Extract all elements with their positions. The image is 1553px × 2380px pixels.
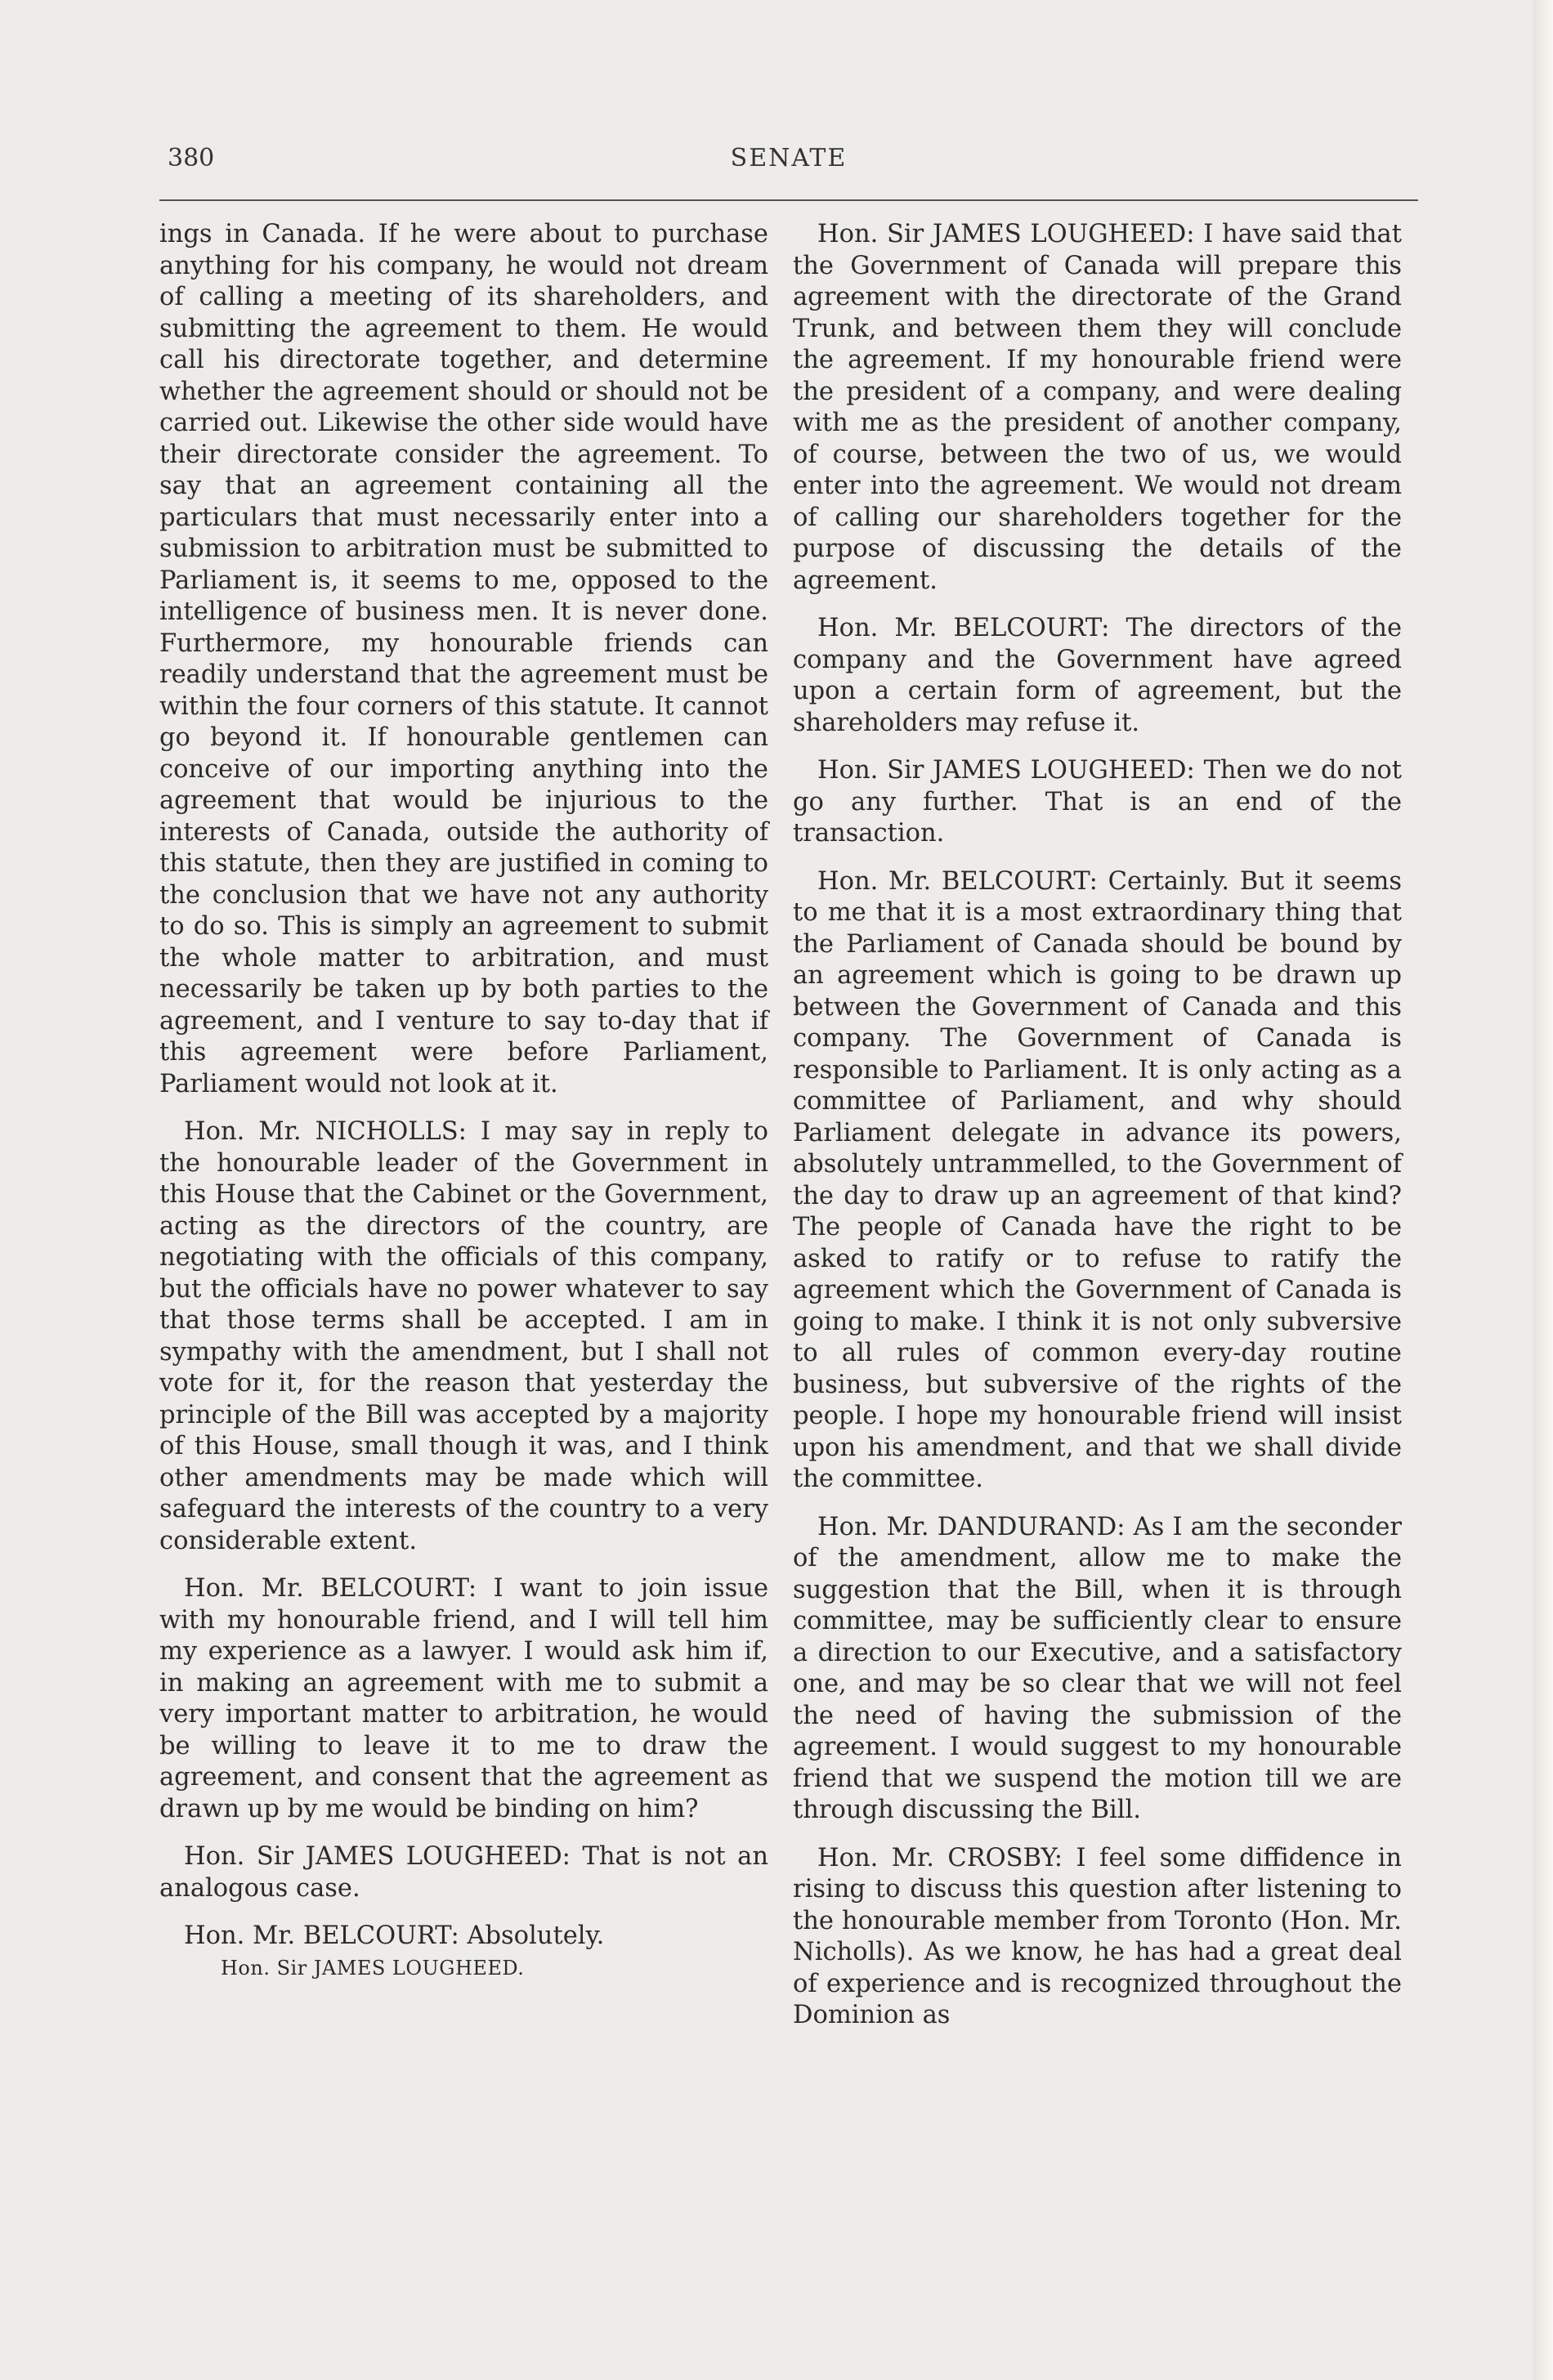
paragraph: Hon. Sir JAMES LOUGHEED: I have said that the Government of Canada will prepare this agreement with the directorate of the Grand Trunk, and between them they will conclude the agreement. If my honourable friend were the president of a company, and were dealing with me as the president of another company, of course, between the two of us, we would enter into the agreement. We would not dream of calling our shareholders together for the purpose of discussing the details of the agreement. [793,220,1402,595]
paragraph: Hon. Mr. BELCOURT: Absolutely. [184,1921,605,1950]
paragraph: ings in Canada. If he were about to purchase anything for his company, he would not dream of calling a meeting of its shareholders, and submitting the agreement to them. He would call his directorate together, and determine whether the agreement should or should not be carried out. Likewise the other side would have their directorate consider the agreement. To say that an agreement containing all the particulars that must necessarily enter into a submission to arbitration must be submitted to Parliament is, it seems to me, opposed to the intelligence of business men. It is never done. Furthermore, my honourable friends can readily understand that the agreement must be within the four corners of this statute. It cannot go beyond it. If honourable gentlemen can conceive of our importing anything into the agreement that would be injurious to the interests of Canada, outside the authority of this statute, then they are justified in coming to the conclusion that we have not any authority to do so. This is simply an agreement to submit the whole matter to arbitration, and must necessarily be taken up by both parties to the agreement, and I venture to say to-day that if this agreement were before Parliament, Parliament would not look at it. [159,220,768,1098]
speaker-continuation-line: Hon. Sir JAMES LOUGHEED. [221,1956,525,1980]
left-column [159,219,768,1980]
paragraph: Hon. Mr. CROSBY: I feel some diffidence in rising to discuss this question after listening to the honourable member from Toronto (Hon. Mr. Nicholls). As we know, he has had a great deal of experience and is recognized throughout the Dominion as [793,1843,1402,2029]
paragraph: Hon. Mr. DANDURAND: As I am the seconder of the amendment, allow me to make the suggestion that the Bill, when it is through committee, may be sufficiently clear to ensure a direction to our Executive, and a satisfactory one, and may be so clear that we will not feel the need of having the submission of the agreement. I would suggest to my honourable friend that we suspend the motion till we are through discussing the Bill. [793,1512,1402,1824]
paragraph: Hon. Mr. BELCOURT: The directors of the company and the Government have agreed upon a certain form of agreement, but the shareholders may refuse it. [793,614,1402,737]
paragraph: Hon. Sir JAMES LOUGHEED: That is not an analogous case. [159,1842,768,1903]
paragraph: Hon. Mr. BELCOURT: Certainly. But it seems to me that it is a most extraordinary thing that the Parliament of Canada should be bound by an agreement which is going to be drawn up between the Government of Canada and this company. The Government of Canada is responsible to Parliament. It is only acting as a committee of Parliament, and why should Parliament delegate in advance its powers, absolutely untrammelled, to the Government of the day to draw up an agreement of that kind? The people of Canada have the right to be asked to ratify or to refuse to ratify the agreement which the Government of Canada is going to make. I think it is not only subversive to all rules of common every-day routine business, but subversive of the rights of the people. I hope my honourable friend will insist upon his amendment, and that we shall divide the committee. [793,866,1402,1493]
paragraph: Hon. Mr. BELCOURT: I want to join issue with my honourable friend, and I will tell him my experience as a lawyer. I would ask him if, in making an agreement with me to submit a very important matter to arbitration, he would be willing to leave it to me to draw the agreement, and consent that the agreement as drawn up by me would be binding on him? [159,1574,768,1823]
page-header [159,139,1418,180]
page-number: 380 [168,144,215,172]
running-head: SENATE [730,144,848,172]
header-rule [159,199,1418,201]
right-column [793,219,1402,2048]
paragraph: Hon. Mr. NICHOLLS: I may say in reply to the honourable leader of the Government in this House that the Cabinet or the Government, acting as the directors of the country, are negotiating with the officials of this company, but the officials have no power whatever to say that those terms shall be accepted. I am in sympathy with the amendment, but I shall not vote for it, for the reason that yesterday the principle of the Bill was accepted by a majority of this House, small though it was, and I think other amendments may be made which will safeguard the interests of the country to a very considerable extent. [159,1117,768,1555]
page-edge [1533,0,1553,2380]
paragraph: Hon. Sir JAMES LOUGHEED: Then we do not go any further. That is an end of the transaction. [793,756,1402,848]
